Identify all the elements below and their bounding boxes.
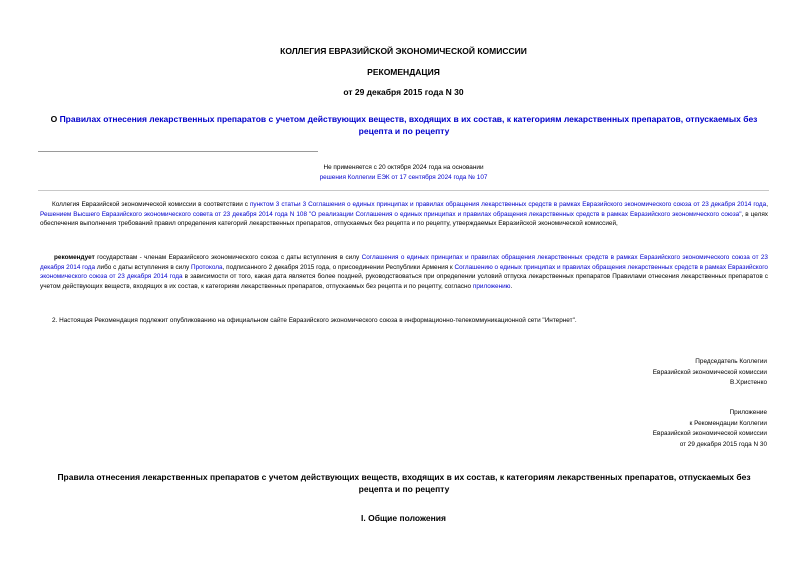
appendix-line: от 29 декабря 2015 года N 30 [679,440,767,448]
text-span: . [510,283,513,291]
appendix-line: Приложение [729,409,767,416]
text-span: Коллегия Евразийской экономической комиссии в соответствии с [52,201,250,208]
text-span: в зависимости от того, какая дата является более поздней, руководствоваться при определении условий отпуска лекарственных препаратов Правилами отнесения лекарственных препаратов с учетом действующих веществ, входящих в их состав, к категориям лекарственных препаратов, отпускаемых без рецепта и по рецепту, согласно [40,273,769,291]
doc-title [40,114,768,137]
recommends-lead: рекомендует [54,254,95,261]
validity-notice [0,163,807,183]
link-agreement[interactable]: Соглашения о единых принципах и правилах обращения лекарственных средств в рамках Евразийского экономического союза от 23 декабря 2014 года [40,254,768,271]
signature-line: Председатель Коллегии [695,358,767,365]
paragraph-recommends [40,253,768,292]
text-span: , [766,201,768,208]
doc-date: от 29 декабря 2015 года N 30 [343,87,464,97]
paragraph-publication: 2. Настоящая Рекомендация подлежит опубликованию на официальном сайте Евразийского экономического союза в информационно-телекоммуникационной сети "Интернет". [52,317,577,324]
paragraph-preamble [40,200,768,229]
link-protocol[interactable]: Протокола [191,263,223,271]
divider-short [38,151,318,152]
appendix-block [517,408,767,450]
link-agreement-article[interactable]: пунктом 3 статьи 3 Соглашения о единых принципах и правилах обращения лекарственных средств в рамках Евразийского экономического союза от 23 декабря 2014 года [249,201,767,208]
text-span: , в целях обеспечения выполнения требований правил определения категорий лекарственных препаратов, отпускаемых без рецепта и по рецепту, утверждаемых Евразийской экономической комиссией, [40,210,768,228]
signature-line: Евразийской экономической комиссии [652,368,767,376]
notice-link[interactable]: решения Коллегии ЕЭК от 17 сентября 2024 года № 107 [319,174,488,181]
link-agreement-armenia[interactable]: Соглашению о единых принципах и правилах обращения лекарственных средств в рамках Евразийского экономического союза от 23 декабря 2014 года [40,263,768,281]
text-span: либо с даты вступления в силу [95,263,191,271]
rules-title: Правила отнесения лекарственных препаратов с учетом действующих веществ, входящих в их состав, к категориям лекарственных препаратов, отпускаемых без рецепта и по рецепту [57,472,751,494]
doc-title-link[interactable]: Правилах отнесения лекарственных препаратов с учетом действующих веществ, входящих в их состав, к категориям лекарственных препаратов, отпускаемых без рецепта и по рецепту [59,114,758,136]
doctype-heading: РЕКОМЕНДАЦИЯ [367,67,440,77]
text-span: государствам - членам Евразийского экономического союза с даты вступления в силу [94,254,362,261]
notice-text: Не применяется с 20 октября 2024 года на основании [323,164,484,171]
org-heading: КОЛЛЕГИЯ ЕВРАЗИЙСКОЙ ЭКОНОМИЧЕСКОЙ КОМИССИИ [280,46,527,56]
text-span: , подписанного 2 декабря 2015 года, о присоединении Республики Армения к [222,263,455,271]
link-appendix[interactable]: приложению [472,283,511,291]
doc-title-prefix: О [50,114,60,124]
appendix-line: к Рекомендации Коллегии [689,419,767,427]
signature-name: В.Христенко [730,379,767,386]
appendix-line: Евразийской экономической комиссии [652,430,767,437]
divider-long [38,190,769,191]
section-title: I. Общие положения [361,513,446,523]
link-council-decision[interactable]: Решением Высшего Евразийского экономического совета от 23 декабря 2014 года N 108 "О реализации Соглашения о единых принципах и правилах обращения лекарственных средств в рамках Евразийского экономического союза" [40,210,742,218]
signature-block [517,357,767,389]
